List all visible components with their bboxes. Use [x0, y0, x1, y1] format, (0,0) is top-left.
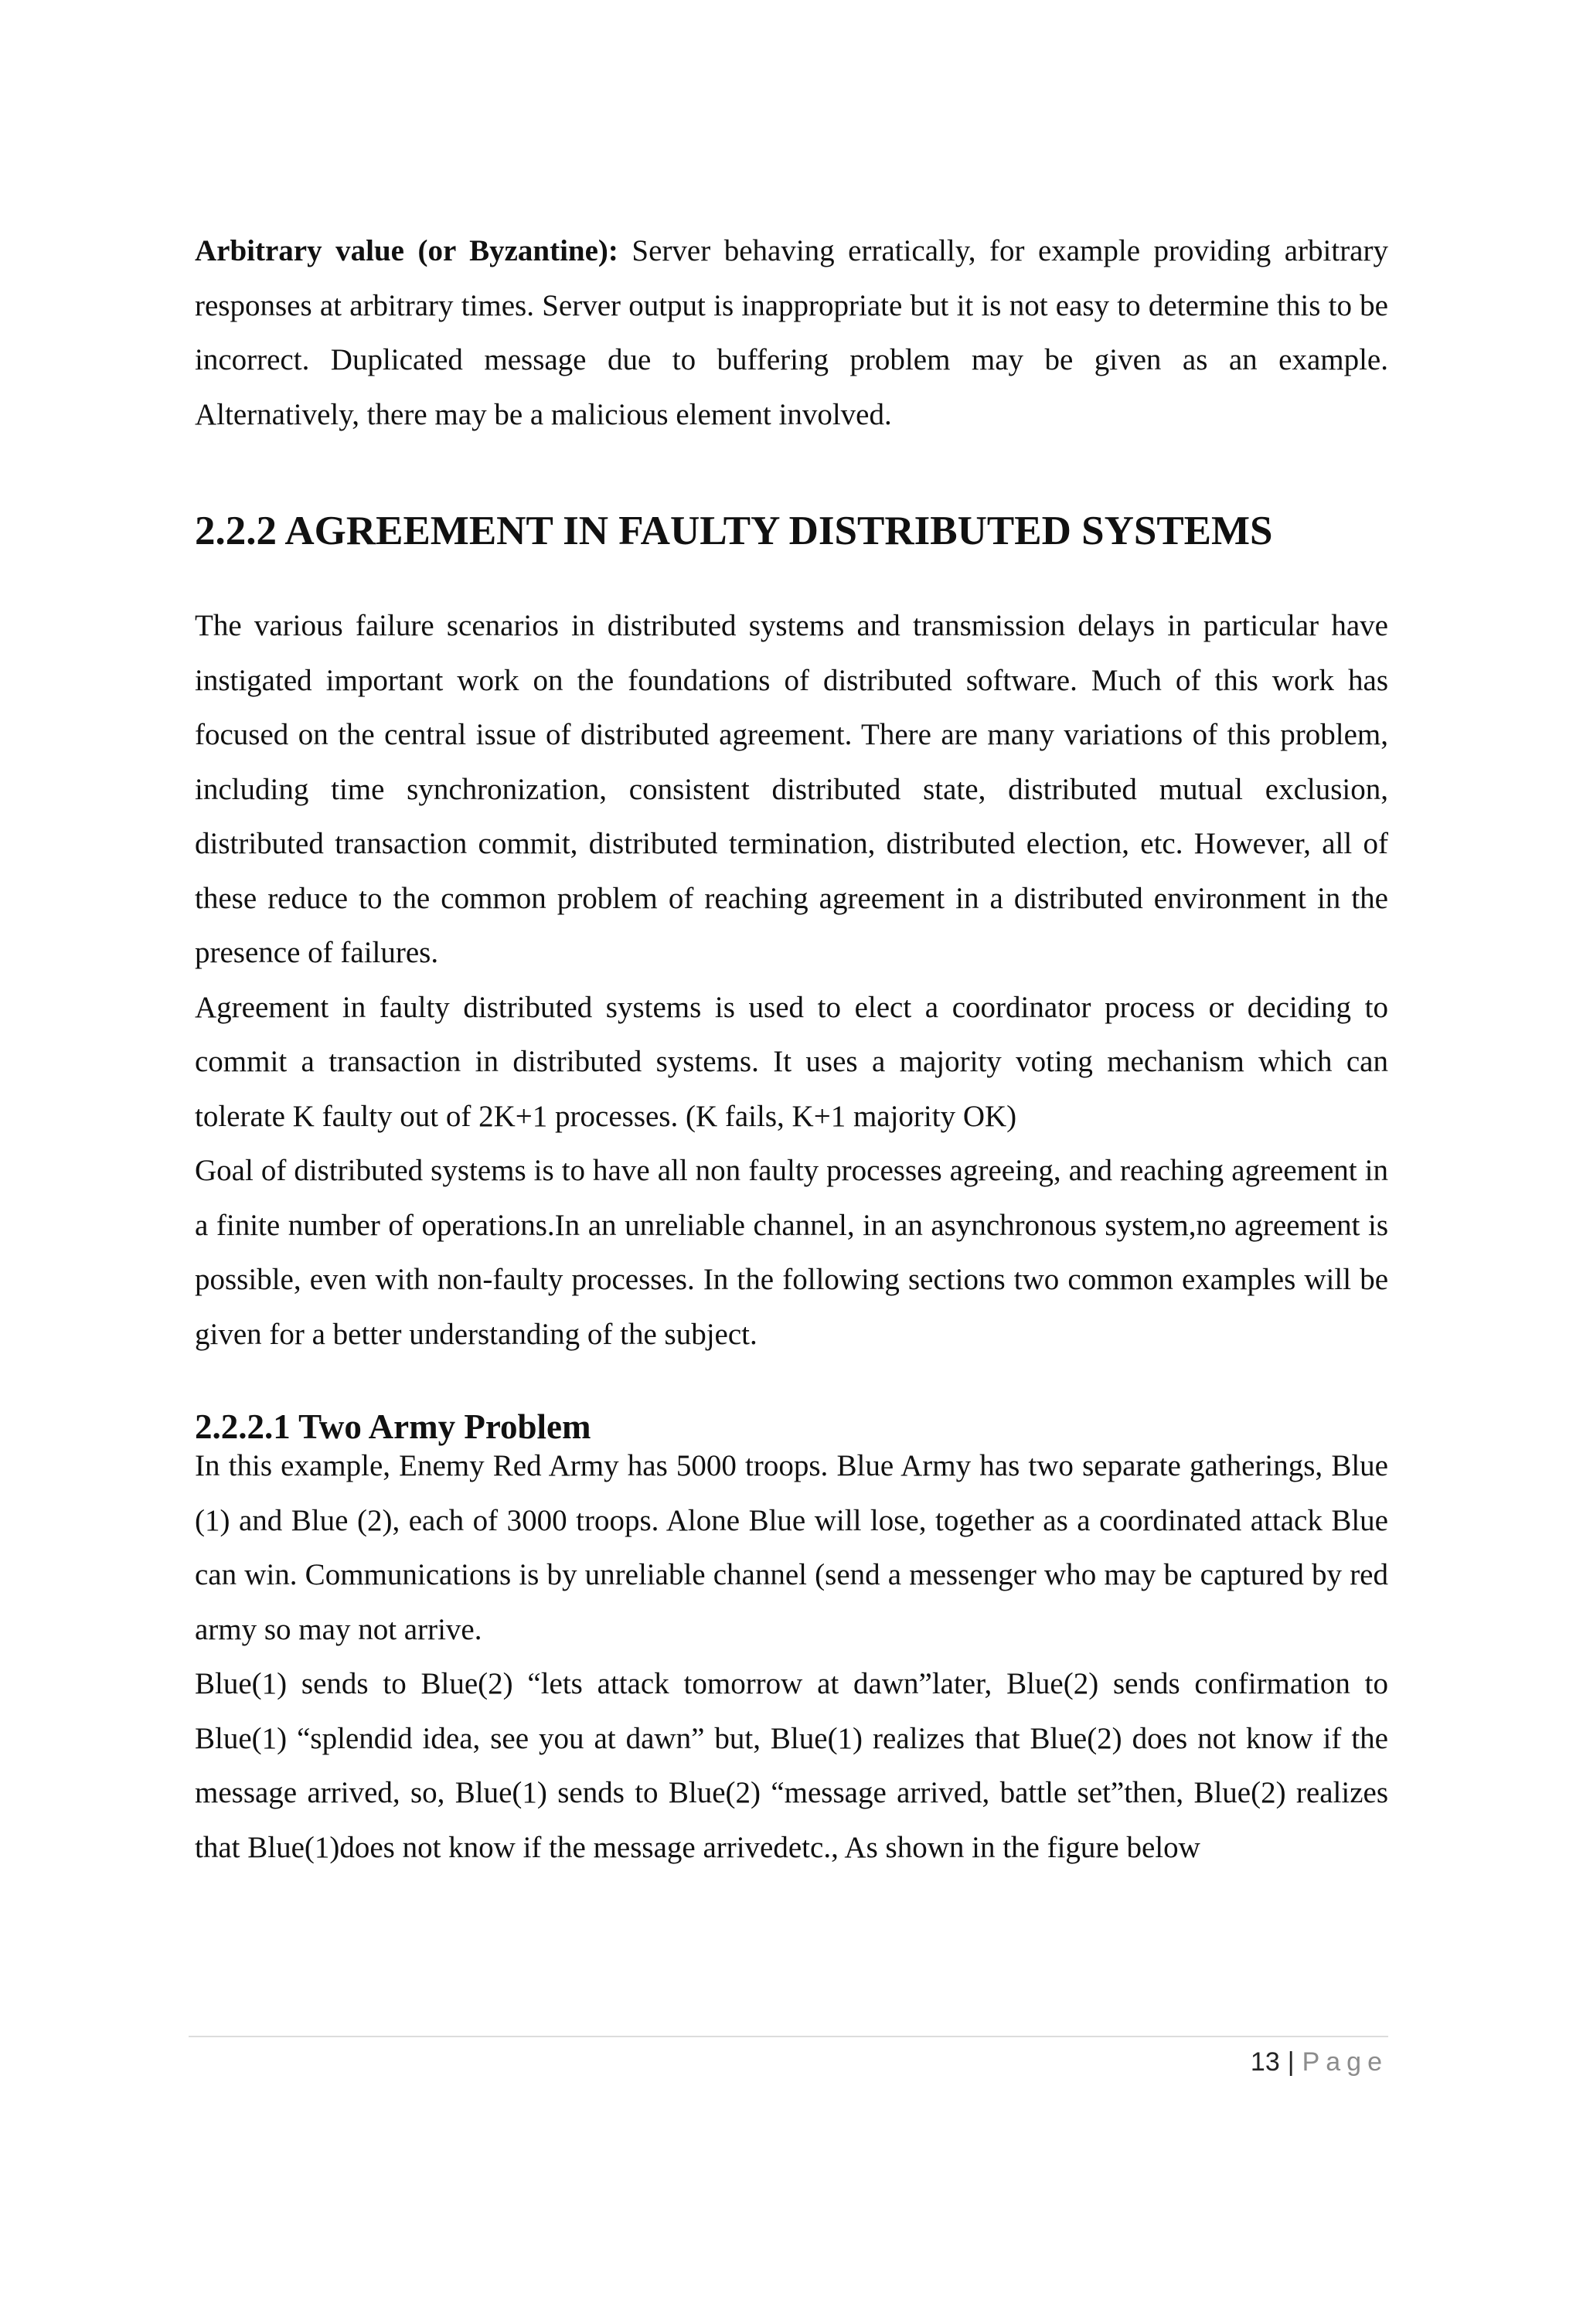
subsection-heading-two-army: 2.2.2.1 Two Army Problem — [195, 1407, 591, 1446]
arbitrary-value-paragraph — [195, 224, 1388, 442]
two-army-paragraph-1: In this example, Enemy Red Army has 5000 troops. Blue Army has two separate gatherings, Blue (1) and Blue (2), each of 3000 troops. Alone Blue will lose, together as a coordinated attack Blue can win. Communications is by unreliable channel (send a messenger who may be captured by red army so may not arrive. — [195, 1449, 1388, 1646]
page-number: 13 — [1250, 2047, 1280, 2077]
section-heading-agreement: 2.2.2 AGREEMENT IN FAULTY DISTRIBUTED SYSTEMS — [195, 509, 1273, 553]
footer-divider — [189, 2036, 1388, 2037]
footer-separator: | — [1287, 2047, 1295, 2077]
page-footer — [1251, 2044, 1388, 2080]
agreement-section-body — [195, 599, 1388, 1362]
agreement-paragraph-2: Agreement in faulty distributed systems is used to elect a coordinator process or deciding to commit a transaction in distributed systems. It uses a majority voting mechanism which can tolerate K faulty out of 2K+1 processes. (K fails, K+1 majority OK) — [195, 990, 1388, 1133]
two-army-section-body — [195, 1439, 1388, 1875]
agreement-paragraph-1: The various failure scenarios in distributed systems and transmission delays in particular have instigated important work on the foundations of distributed software. Much of this work has focused on the central issue of distributed agreement. There are many variations of this problem, including time synchronization, consistent distributed state, distributed mutual exclusion, distributed transaction commit, distributed termination, distributed election, etc. However, all of these reduce to the common problem of reaching agreement in a distributed environment in the presence of failures. — [195, 609, 1388, 969]
page-word: Page — [1302, 2047, 1388, 2077]
arbitrary-value-term: Arbitrary value (or Byzantine): — [195, 234, 618, 267]
arbitrary-value-section — [195, 224, 1388, 442]
two-army-paragraph-2: Blue(1) sends to Blue(2) “lets attack tomorrow at dawn”later, Blue(2) sends confirmation to Blue(1) “splendid idea, see you at dawn” but, Blue(1) realizes that Blue(2) does not know if the message arrived, so, Blue(1) sends to Blue(2) “message arrived, battle set”then, Blue(2) realizes that Blue(1)does not know if the message arrivedetc., As shown in the figure below — [195, 1667, 1388, 1864]
arbitrary-value-text: Server behaving erratically, for example providing arbitrary responses at arbitrary times. Server output is inappropriate but it is not easy to determine this to be incorrect. Duplicated message due to buffering problem may be given as an example. Alternatively, there may be a malicious element involved. — [195, 234, 1388, 431]
agreement-paragraph-3: Goal of distributed systems is to have all non faulty processes agreeing, and reaching agreement in a finite number of operations.In an unreliable channel, in an asynchronous system,no agreement is possible, even with non-faulty processes. In the following sections two common examples will be given for a better understanding of the subject. — [195, 1154, 1388, 1351]
